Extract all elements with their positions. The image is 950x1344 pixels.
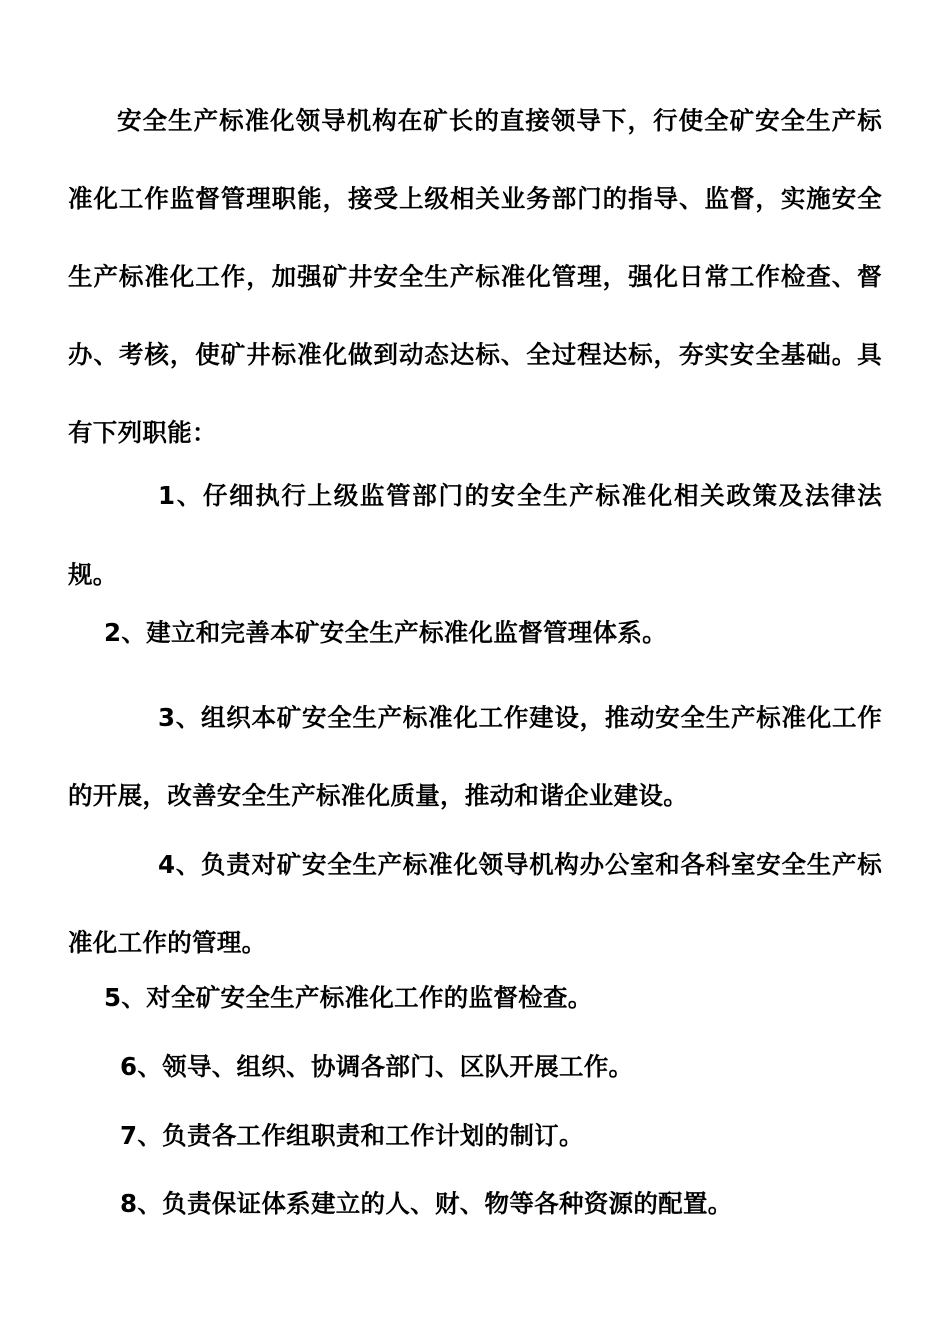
duty-item-5: 5、对全矿安全生产标准化工作的监督检查。	[104, 983, 593, 1012]
duty-item-4: 4、负责对矿安全生产标准化领导机构办公室和各科室安全生产标准化工作的管理。	[68, 850, 882, 957]
duty-item-2: 2、建立和完善本矿安全生产标准化监督管理体系。	[104, 618, 667, 647]
duty-item-1: 1、仔细执行上级监管部门的安全生产标准化相关政策及法律法规。	[68, 481, 882, 589]
intro-paragraph: 安全生产标准化领导机构在矿长的直接领导下，行使全矿安全生产标准化工作监督管理职能，接受上级相关业务部门的指导、监督，实施安全生产标准化工作，加强矿井安全生产标准化管理，强化日常工作检查、督办、考核，使矿井标准化做到动态达标、全过程达标，夯实安全基础。具有下列职能：	[68, 106, 882, 447]
duty-item-6: 6、领导、组织、协调各部门、区队开展工作。	[120, 1052, 634, 1081]
duty-item-3: 3、组织本矿安全生产标准化工作建设，推动安全生产标准化工作的开展，改善安全生产标准化质量，推动和谐企业建设。	[68, 703, 882, 810]
duty-item-8: 8、负责保证体系建立的人、财、物等各种资源的配置。	[120, 1189, 733, 1218]
duty-item-7: 7、负责各工作组职责和工作计划的制订。	[120, 1121, 584, 1150]
